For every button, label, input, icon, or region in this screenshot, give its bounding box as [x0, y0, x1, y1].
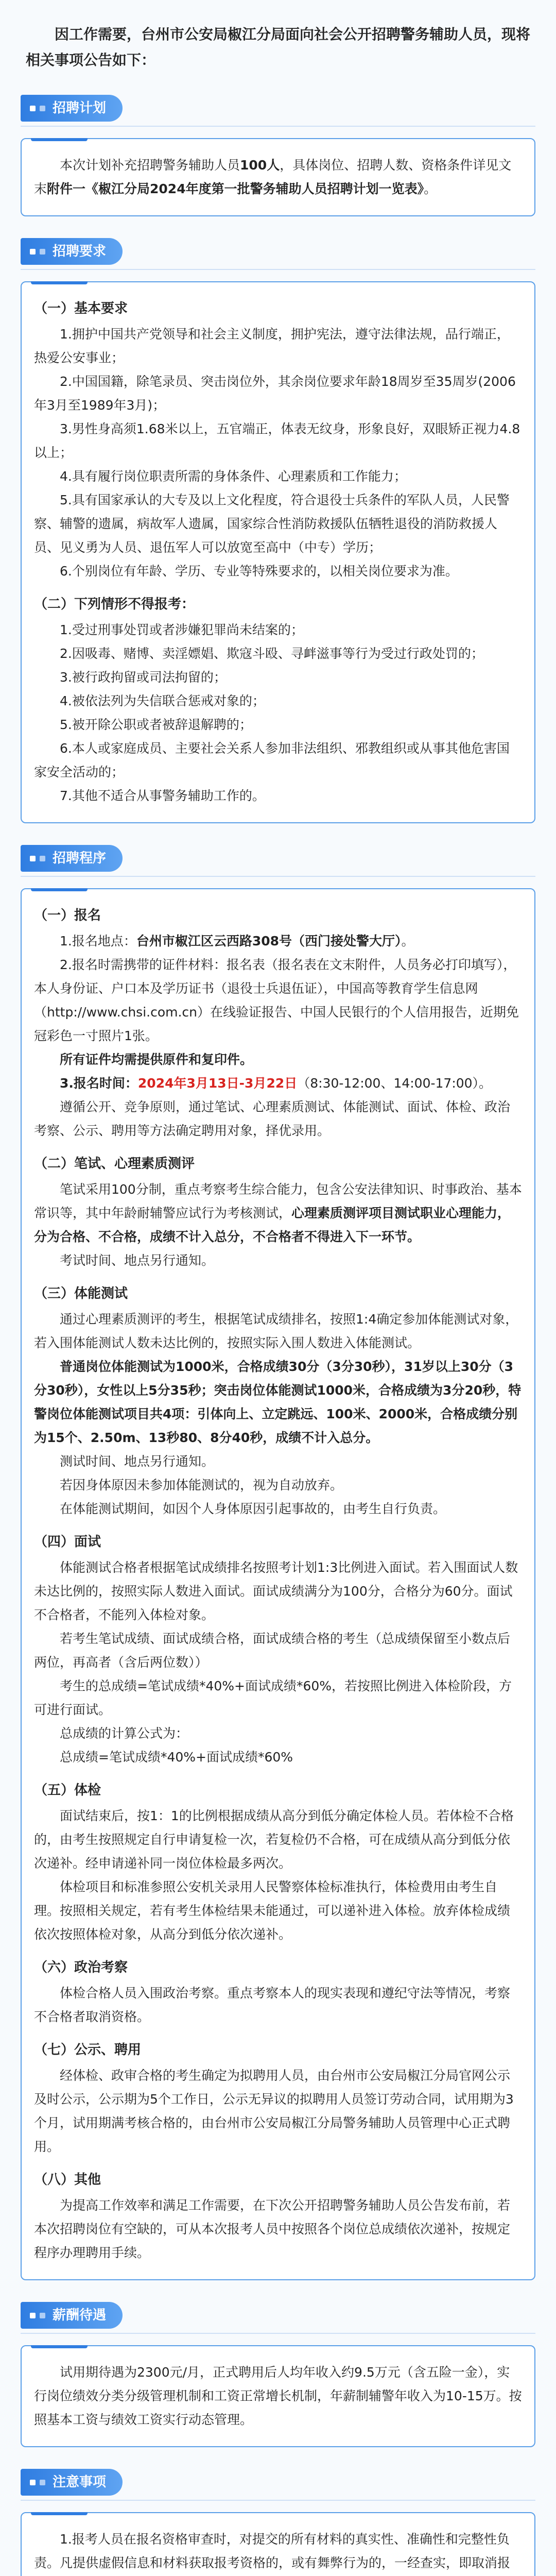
section-header-procedure: [21, 840, 535, 877]
note-item: 1.报考人员在报名资格审查时，对提交的所有材料的真实性、准确性和完整性负责。凡提供虚假信息和材料获取报考资格的，或有舞弊行为的，一经查实，即取消报: [34, 2532, 511, 2570]
procedure-item: [34, 1072, 522, 1095]
plan-text-part: 。: [424, 181, 437, 196]
square-icon: [30, 106, 36, 111]
pay-card: [21, 2345, 535, 2447]
plan-text: [34, 154, 522, 201]
square-icon: [40, 249, 45, 255]
section-tab-notes: [21, 2469, 123, 2496]
plan-text-part: 本次计划补充招聘警务辅助人员: [60, 158, 240, 173]
plan-text-part: ，具体岗位、招聘人数、资格条件详见文末: [34, 158, 512, 196]
square-icon: [40, 106, 45, 111]
procedure-item: 体能测试合格者根据笔试成绩排名按照考计划1:3比例进入面试。若入围面试人数未达比例的，按照实际人数进入面试。面试成绩满分为100分，合格分为60分。面试不合格者，不能列入体检对象。: [34, 1560, 518, 1622]
registration-dates: 2024年3月13日-3月22日: [137, 1076, 298, 1091]
procedure-item: [34, 929, 522, 953]
section-title-procedure: 招聘程序: [53, 851, 107, 866]
requirement-item: 4.具有履行岗位职责所需的身体条件、心理素质和工作能力；: [60, 469, 407, 484]
section-tab-pay: [21, 2302, 123, 2329]
text-part: 。: [401, 934, 414, 948]
section-title-requirements: 招聘要求: [53, 244, 107, 259]
procedure-item: 考试时间、地点另行通知。: [60, 1253, 215, 1268]
square-icon: [40, 2313, 45, 2318]
procedure-item: 测试时间、地点另行通知。: [60, 1454, 215, 1469]
section-title-notes: 注意事项: [53, 2475, 107, 2490]
notes-card: [21, 2512, 535, 2576]
section-tab-requirements: [21, 238, 123, 265]
procedure-item: 普通岗位体能测试为1000米，合格成绩30分（3分30秒），31岁以上30分（3分30秒），女性以上5分35秒；突击岗位体能测试1000米，合格成绩为3分20秒，特警岗位体能测试项目共4项：引体向上、立定跳远、100米、2000米，合格成绩分别为15个、2.50m、13秒80、8分40秒，成绩不计入总分。: [34, 1359, 522, 1445]
exclusion-item: 6.本人或家庭成员、主要社会关系人参加非法组织、邪教组织或从事其他危害国家安全活动的；: [34, 741, 510, 779]
subheading: （一）基本要求: [34, 301, 128, 316]
procedure-item: 考生的总成绩=笔试成绩*40%+面试成绩*60%，若按照比例进入体检阶段，方可进行面试。: [34, 1679, 512, 1717]
requirement-item: 3.男性身高须1.68米以上，五官端正，体表无纹身，形象良好，双眼矫正视力4.8以上；: [34, 421, 520, 460]
section-tab-procedure: [21, 845, 123, 872]
procedure-item: 体检项目和标准参照公安机关录用人民警察体检标准执行，体检费用由考生自理。按照相关规定，若有考生体检结果未能通过，可以递补进入体检。放弃体检成绩依次按照体检对象，从高分到低分依次递补。: [34, 1879, 511, 1942]
plan-card: [21, 138, 535, 216]
exclusion-item: 7.其他不适合从事警务辅助工作的。: [60, 788, 265, 803]
procedure-item: [34, 1178, 522, 1249]
subheading: （八）其他: [34, 2172, 101, 2188]
subheading: （二）下列情形不得报考：: [34, 597, 195, 612]
requirement-item: 1.拥护中国共产党领导和社会主义制度，拥护宪法，遵守法律法规，品行端正，热爱公安事业；: [34, 327, 510, 365]
exclusion-item: 5.被开除公职或者被辞退解聘的；: [60, 717, 252, 732]
requirement-item: 2.中国国籍，除笔录员、突击岗位外，其余岗位要求年龄18周岁至35周岁(2006年3月至1989年3月)；: [34, 374, 516, 413]
plan-attachment-ref: 附件一《椒江分局2024年度第一批警务辅助人员招聘计划一览表》: [47, 181, 424, 196]
section-header-pay: [21, 2297, 535, 2334]
procedure-item: 总成绩的计算公式为：: [60, 1726, 189, 1741]
subheading: （三）体能测试: [34, 1286, 128, 1301]
pay-text: 试用期待遇为2300元/月，正式聘用后人均年收入约9.5万元（含五险一金），实行岗位绩效分类分级管理机制和工资正常增长机制，年薪制辅警年收入为10-15万。按照基本工资与绩效工资实行动态管理。: [34, 2365, 522, 2427]
square-icon: [40, 856, 45, 861]
square-icon: [30, 2313, 36, 2318]
subheading: （七）公示、聘用: [34, 2042, 142, 2058]
text-part: 3.报名时间：: [60, 1076, 138, 1091]
plan-count: 100人: [240, 158, 280, 173]
text-part: （8:30-12:00、14:00-17:00）。: [297, 1076, 492, 1091]
square-icon: [40, 2480, 45, 2485]
procedure-item: 为提高工作效率和满足工作需要，在下次公开招聘警务辅助人员公告发布前，若本次招聘岗位有空缺的，可从本次报考人员中按照各个岗位总成绩依次递补，按规定程序办理聘用手续。: [34, 2198, 511, 2260]
square-icon: [30, 856, 36, 861]
procedure-item-emphasis: 所有证件均需提供原件和复印件。: [60, 1052, 253, 1067]
procedure-item: 通过心理素质测评的考生，根据笔试成绩排名，按照1:4确定参加体能测试对象，若入围体能测试人数未达比例的，按照实际入围人数进入体能测试。: [34, 1312, 518, 1350]
subheading: （六）政治考察: [34, 1960, 128, 1975]
exclusion-item: 3.被行政拘留或司法拘留的；: [60, 670, 227, 685]
registration-address: 台州市椒江区云西路308号（西门接处警大厅）: [136, 934, 402, 948]
exclusion-item: 4.被依法列为失信联合惩戒对象的；: [60, 693, 265, 708]
procedure-item: 面试结束后，按1：1的比例根据成绩从高分到低分确定体检人员。若体检不合格的，由考生按照规定自行申请复检一次，若复检仍不合格，可在成绩从高分到低分依次递补。经申请递补同一岗位体检最多两次。: [34, 1808, 514, 1871]
requirement-item: 6.个别岗位有年龄、学历、专业等特殊要求的，以相关岗位要求为准。: [60, 564, 458, 579]
procedure-item: 体检合格人员入围政治考察。重点考察本人的现实表现和遵纪守法等情况，考察不合格者取消资格。: [34, 1986, 511, 2024]
procedure-item: 2.报名时需携带的证件材料：报名表（报名表在文末附件，人员务必打印填写），本人身份证、户口本及学历证书（退役士兵退伍证），中国高等教育学生信息网（http://www.chsi.com.cn）在线验证报告、中国人民银行的个人信用报告，近期免冠彩色一寸照片1张。: [34, 957, 519, 1043]
section-header-plan: [21, 90, 535, 127]
requirement-item: 5.具有国家承认的大专及以上文化程度，符合退役士兵条件的军队人员，人民警察、辅警的遗属，病故军人遗属，国家综合性消防救援队伍牺牲退役的消防救援人员、见义勇为人员、退伍军人可以放宽至高中（中专）学历；: [34, 493, 510, 555]
section-header-notes: [21, 2464, 535, 2501]
procedure-card: [21, 888, 535, 2280]
procedure-item: 经体检、政审合格的考生确定为拟聘用人员，由台州市公安局椒江分局官网公示及时公示，公示期为5个工作日，公示无异议的拟聘用人员签订劳动合同，试用期为3个月，试用期满考核合格的，由台州市公安局椒江分局警务辅助人员管理中心正式聘用。: [34, 2068, 514, 2154]
subheading: （二）笔试、心理素质测评: [34, 1156, 195, 1172]
section-title-pay: 薪酬待遇: [53, 2308, 107, 2323]
procedure-item: 遵循公开、竞争原则，通过笔试、心理素质测试、体能测试、面试、体检、政治考察、公示、聘用等方法确定聘用对象，择优录用。: [34, 1099, 511, 1138]
subheading: （五）体检: [34, 1783, 101, 1798]
procedure-item: 若因身体原因未参加体能测试的，视为自动放弃。: [60, 1478, 343, 1493]
procedure-item: 若考生笔试成绩、面试成绩合格，面试成绩合格的考生（总成绩保留至小数点后两位，再高者（含后两位数））: [34, 1631, 511, 1670]
text-part: 心理素质测评项目测试职业心理能力，分为合格、不合格，成绩不计入总分，不合格者不得进入下一环节。: [34, 1206, 511, 1244]
intro-text: 因工作需要，台州市公安局椒江分局面向社会公开招聘警务辅助人员，现将相关事项公告如下：: [26, 26, 531, 69]
exclusion-item: 1.受过刑事处罚或者涉嫌犯罪尚未结案的；: [60, 622, 304, 637]
square-icon: [30, 2480, 36, 2485]
exclusion-item: 2.因吸毒、赌博、卖淫嫖娼、欺寇斗殴、寻衅滋事等行为受过行政处罚的；: [60, 646, 484, 661]
text-part: 1.报名地点：: [60, 934, 136, 948]
procedure-item: 在体能测试期间，如因个人身体原因引起事故的，由考生自行负责。: [60, 1501, 446, 1516]
section-tab-plan: [21, 95, 123, 122]
section-title-plan: 招聘计划: [53, 100, 107, 116]
requirements-card: [21, 281, 535, 823]
text-part: 笔试采用100分制，重点考察考生综合能力，包含公安法律知识、时事政治、基本常识等，其中年龄耐辅警应试行为考核测试，: [34, 1182, 522, 1221]
subheading: （一）报名: [34, 908, 101, 923]
square-icon: [30, 249, 36, 255]
section-header-requirements: [21, 233, 535, 270]
formula: 总成绩=笔试成绩*40%+面试成绩*60%: [60, 1750, 293, 1765]
subheading: （四）面试: [34, 1534, 101, 1550]
